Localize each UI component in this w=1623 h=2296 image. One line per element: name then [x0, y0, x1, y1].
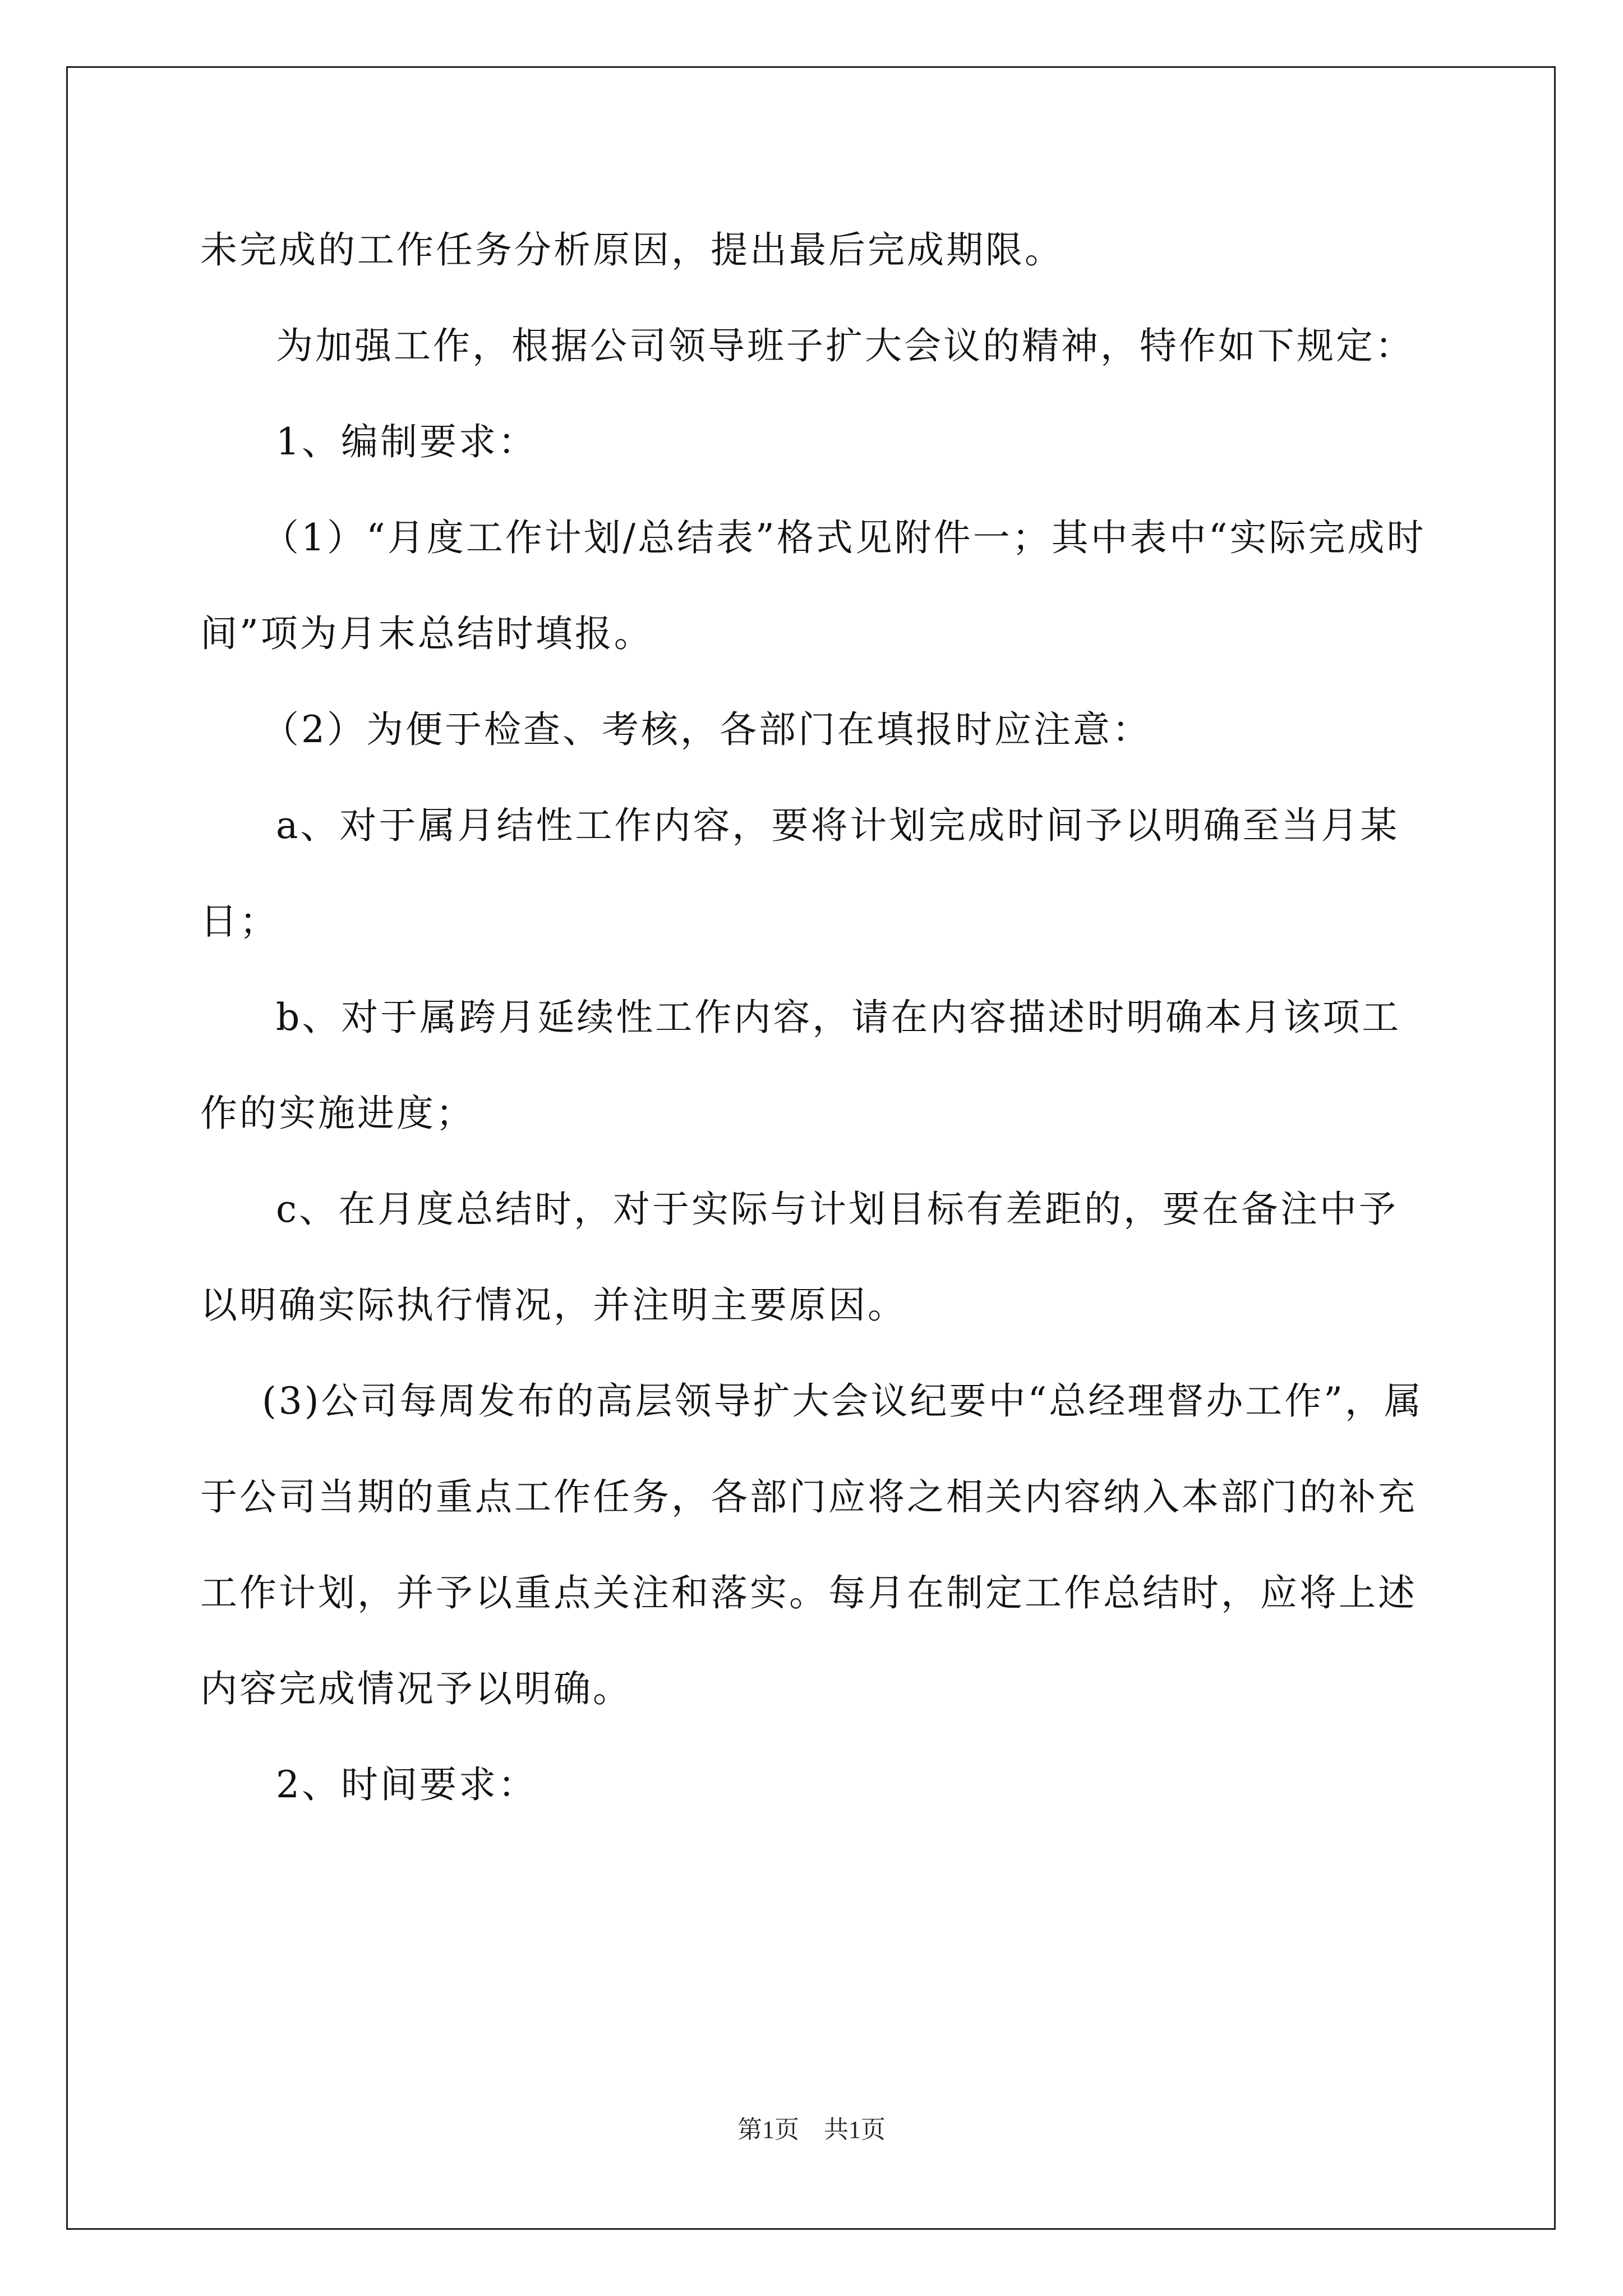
- paragraph-3: 1、编制要求：: [276, 420, 537, 463]
- paragraph-10: 2、时间要求：: [276, 1763, 537, 1806]
- paragraph-6: a、对于属月结性工作内容，要将计划完成时间予以明确至当月某日；: [200, 804, 1400, 943]
- paragraph-1: 未完成的工作任务分析原因，提出最后完成期限。: [200, 228, 1064, 272]
- paragraph-4: （1）“月度工作计划/总结表”格式见附件一；其中表中“实际完成时间”项为月末总结时填报。: [200, 516, 1426, 655]
- paragraph-8: c、在月度总结时，对于实际与计划目标有差距的，要在备注中予以明确实际执行情况，并注明主要原因。: [200, 1188, 1398, 1327]
- page-footer: 第1页 共1页: [737, 2116, 886, 2143]
- paragraph-5: （2）为便于检查、考核，各部门在填报时应注意：: [262, 708, 1151, 751]
- paragraph-7: b、对于属跨月延续性工作内容，请在内容描述时明确本月该项工作的实施进度；: [200, 996, 1401, 1135]
- paragraph-2: 为加强工作，根据公司领导班子扩大会议的精神，特作如下规定：: [276, 324, 1414, 367]
- paragraph-9: (3)公司每周发布的高层领导扩大会议纪要中“总经理督办工作”，属于公司当期的重点工作任务，各部门应将之相关内容纳入本部门的补充工作计划，并予以重点关注和落实。每月在制定工作总结时，应将上述内容完成情况予以明确。: [200, 1379, 1423, 1710]
- document-body: [200, 202, 1434, 1833]
